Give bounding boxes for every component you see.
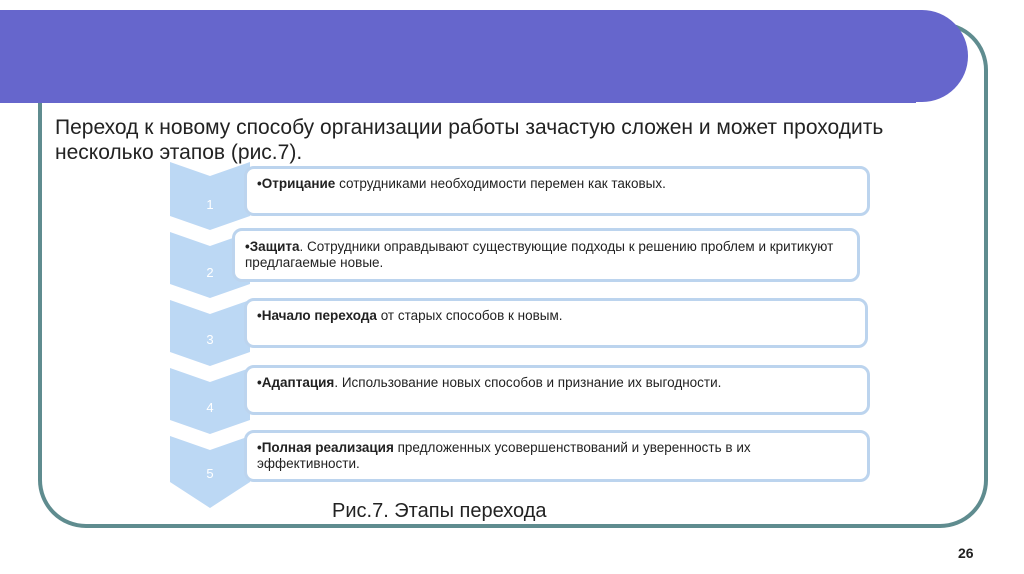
step-text: . Сотрудники оправдывают существующие подходы к решению проблем и критикуют предлагаемые новые.	[245, 239, 834, 270]
step-text: . Использование новых способов и признание их выгодности.	[334, 375, 722, 390]
title-underline	[0, 99, 916, 103]
step-number-1: 1	[206, 197, 214, 212]
step-text: сотрудниками необходимости перемен как таковых.	[335, 176, 666, 191]
figure-caption: Рис.7. Этапы перехода	[332, 500, 547, 522]
step-number-5: 5	[206, 466, 214, 481]
step-number-3: 3	[206, 332, 214, 347]
step-card-4	[244, 365, 870, 415]
step-number-2: 2	[206, 265, 214, 280]
step-text: предложенных усовершенствований и уверенность в их эффективности.	[257, 440, 751, 471]
chevron-1	[170, 162, 250, 230]
step-title: •Защита	[245, 239, 300, 254]
title-bar	[0, 10, 968, 102]
step-title: •Полная реализация	[257, 440, 394, 455]
page-number: 26	[958, 545, 974, 561]
step-card-1	[244, 166, 870, 216]
intro-text: Переход к новому способу организации работы зачастую сложен и может проходить несколько этапов (рис.7).	[55, 116, 884, 164]
step-title: •Начало перехода	[257, 308, 377, 323]
step-title: •Отрицание	[257, 176, 336, 191]
step-number-4: 4	[206, 400, 214, 415]
step-card-3	[244, 298, 868, 348]
step-card-2	[232, 228, 860, 282]
step-text: от старых способов к новым.	[376, 308, 563, 323]
step-title: •Адаптация	[257, 375, 335, 390]
step-card-5	[244, 430, 870, 482]
